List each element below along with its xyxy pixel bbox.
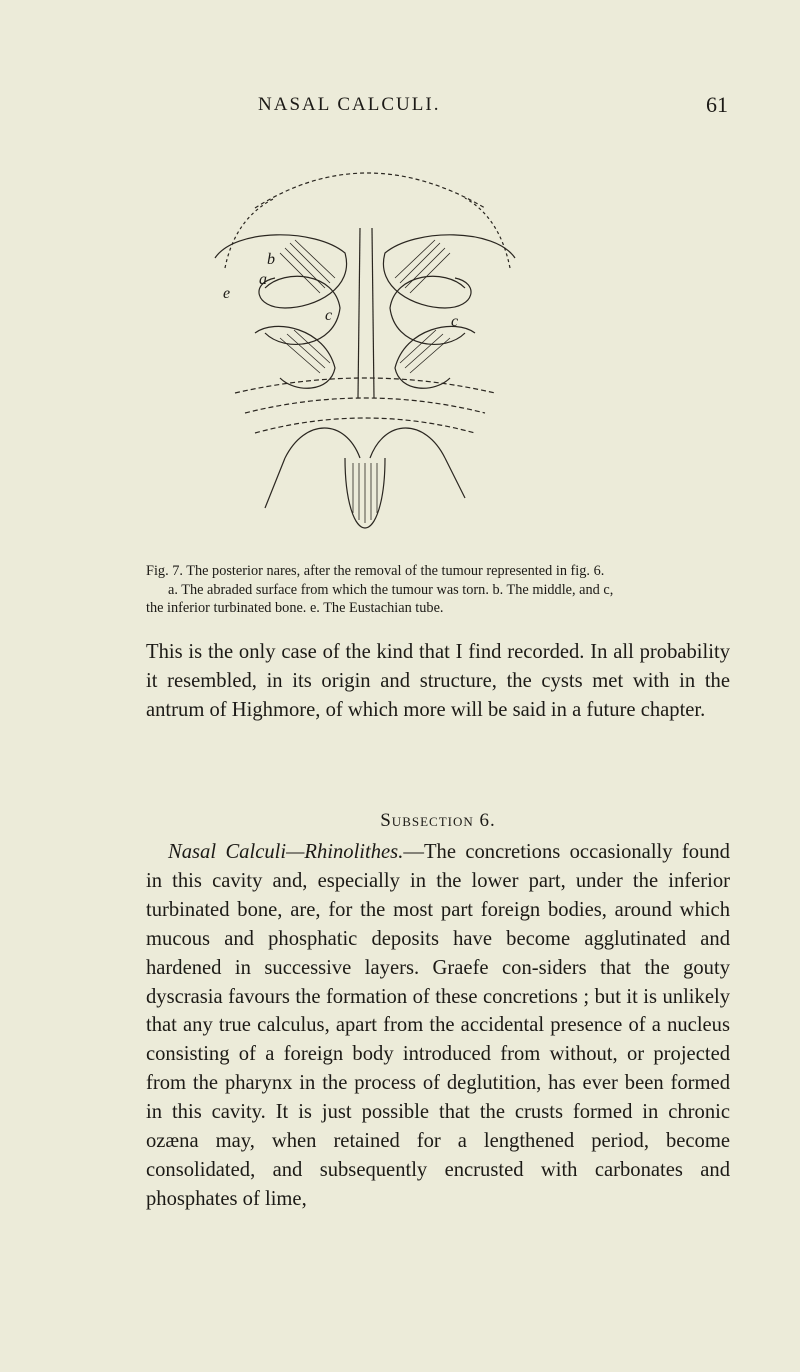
caption-line-1: Fig. 7. The posterior nares, after the removal of the tumour represented in fig. 6. [146, 563, 605, 579]
caption-line-2: a. The abraded surface from which the tumour was torn. b. The middle, and c, [168, 581, 614, 598]
paragraph-2-lead: Nasal Calculi—Rhinolithes. [168, 841, 404, 863]
posterior-nares-illustration [195, 158, 535, 548]
label-e: e [223, 285, 231, 302]
paragraph-2 [146, 838, 730, 1214]
running-head [148, 92, 728, 122]
label-a: a [259, 271, 267, 288]
paragraph-1 [146, 638, 730, 725]
subsection-heading: Subsection 6. [380, 810, 496, 831]
paragraph-2-text: —The concretions occasionally found in this cavity and, especially in the lower part, under the inferior turbinated bone, are, for the most part foreign bodies, around which mucous and phosphatic deposits have become agglutinated and hardened in successive layers. Graefe con-siders that the gouty dyscrasia favours the formation of these concretions ; but it is unlikely that any true calculus, apart from the accidental presence of a nucleus consisting of a foreign body introduced from without, or projected from the pharynx in the process of deglutition, has ever been formed in this cavity. It is just possible that the crusts formed in chronic ozæna may, when retained for a lengthened period, become consolidated, and subsequently encrusted with carbonates and phosphates of lime, [146, 841, 730, 1210]
figure-posterior-nares [195, 158, 535, 548]
caption-line-3: the inferior turbinated bone. e. The Eustachian tube. [146, 600, 444, 616]
paragraph-1-text: This is the only case of the kind that I find recorded. In all probability it resembled, in its origin and structure, the cysts met with in the antrum of Highmore, of which more will be said in a future chapter. [146, 641, 730, 721]
label-b: b [267, 251, 275, 268]
figure-caption [146, 562, 730, 618]
running-title: NASAL CALCULI. [258, 94, 441, 115]
label-c-right: c [451, 313, 459, 330]
page-number: 61 [706, 92, 728, 117]
label-c-left: c [325, 307, 333, 324]
